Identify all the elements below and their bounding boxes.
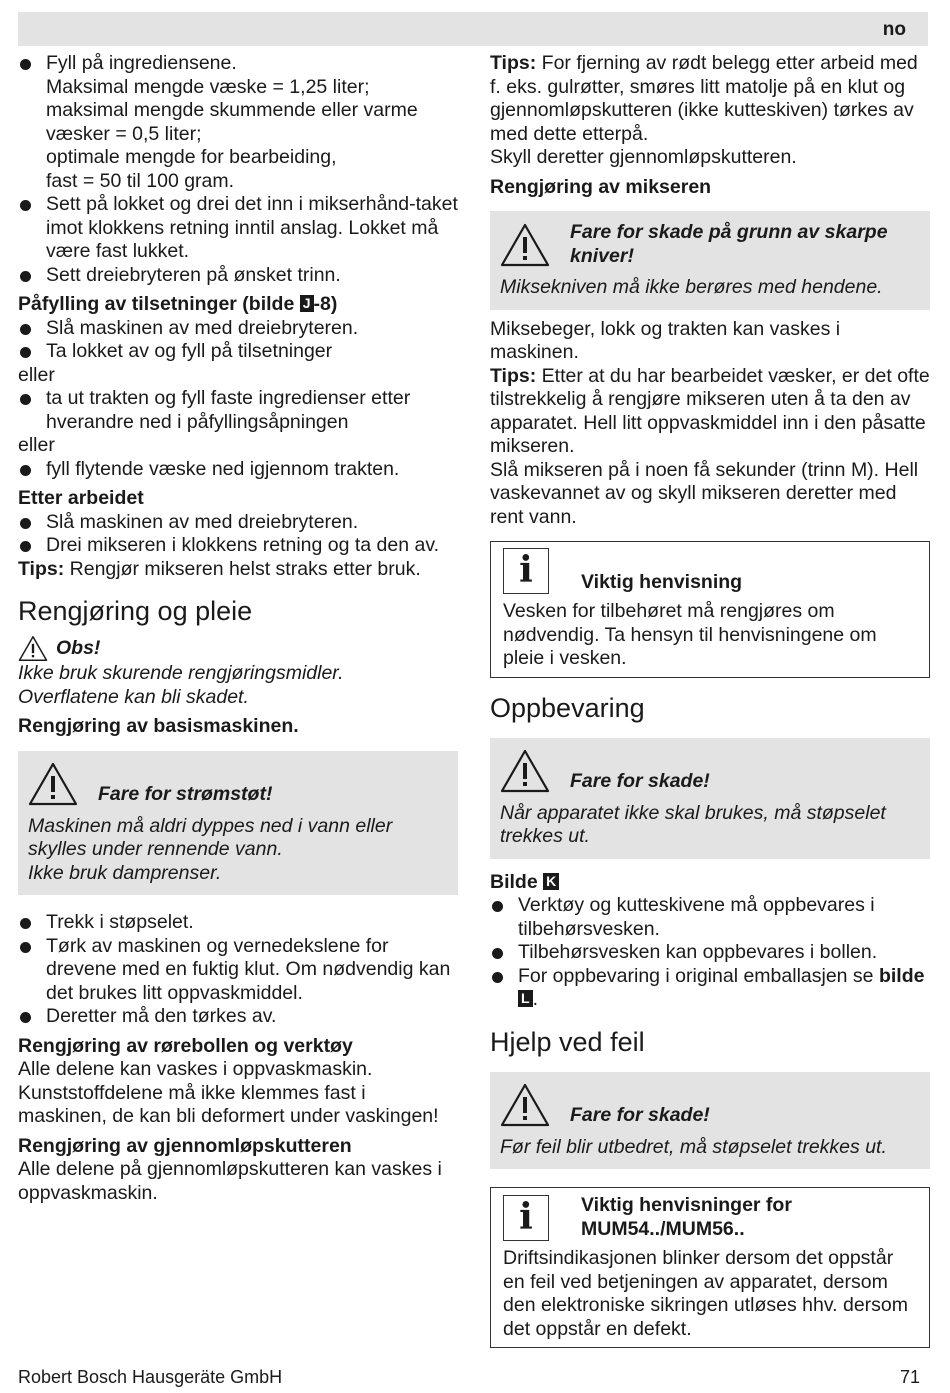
warning-triangle-icon bbox=[28, 761, 78, 807]
figure-key: J bbox=[300, 295, 314, 312]
header-bar bbox=[18, 12, 928, 46]
obs-text: Ikke bruk skurende rengjøringsmidler. bbox=[18, 662, 344, 684]
warning-body: Når apparatet ikke skal brukes, må støpselet trekkes ut. bbox=[500, 801, 886, 847]
figure-key: L bbox=[518, 990, 533, 1007]
warning-box-knife bbox=[490, 211, 930, 310]
subheading-after: Etter arbeidet bbox=[18, 487, 144, 509]
subheading-figure: Bilde K bbox=[490, 871, 930, 895]
warning-title: Fare for skade! bbox=[570, 1104, 710, 1126]
obs-notice: Obs! bbox=[18, 635, 458, 662]
list-item: fyll flytende væske ned igjennom trakten. bbox=[18, 458, 458, 482]
footer-company: Robert Bosch Hausgeräte GmbH bbox=[18, 1367, 283, 1387]
mixer-text: Miksebeger, lokk og trakten kan vaskes i maskinen. bbox=[490, 317, 841, 363]
info-title: Viktig henvisninger for MUM54../MUM56.. bbox=[581, 1194, 792, 1240]
list-item: Sett dreiebryteren på ønsket trinn. bbox=[18, 264, 458, 288]
warning-box-help bbox=[490, 1072, 930, 1170]
subheading-cutter: Rengjøring av gjennomløpskutteren bbox=[18, 1134, 352, 1157]
list-item: ta ut trakten og fyll faste ingredienser etter hverandre ned i påfyllingsåpningen bbox=[18, 387, 458, 434]
list-item: Slå maskinen av med dreiebryteren. bbox=[18, 317, 458, 341]
warning-box-storage bbox=[490, 738, 930, 859]
list-item: Tilbehørsvesken kan oppbevares i bollen. bbox=[490, 941, 930, 965]
tips-paragraph: Tips: For fjerning av rødt belegg etter arbeid med f. eks. gulrøtter, smøres litt matolje på en klut og gjennomløpskutteren (ikke kutteskiven) tørkes av med dette etterpå. bbox=[490, 52, 918, 145]
warning-triangle-icon bbox=[500, 748, 550, 794]
warning-title: Fare for strømstøt! bbox=[98, 783, 273, 805]
section-title-cleaning: Rengjøring og pleie bbox=[18, 596, 253, 626]
cutter-text: Alle delene på gjennomløpskutteren kan vaskes i oppvaskmaskin. bbox=[18, 1158, 442, 1204]
warning-body: Før feil blir utbedret, må støpselet trekkes ut. bbox=[500, 1135, 887, 1158]
obs-text: Overflatene kan bli skadet. bbox=[18, 685, 249, 708]
or-text: eller bbox=[18, 363, 55, 386]
info-body: Vesken for tilbehøret må rengjøres om nødvendig. Ta hensyn til henvisningene om pleie i vesken. bbox=[503, 600, 877, 669]
tips-paragraph: Tips: Rengjør mikseren helst straks etter bruk. bbox=[18, 557, 421, 580]
subheading-bowl: Rengjøring av rørebollen og verktøy bbox=[18, 1034, 353, 1057]
subheading-base: Rengjøring av basismaskinen. bbox=[18, 715, 299, 737]
list-item: Tørk av maskinen og vernedekslene for drevene med en fuktig klut. Om nødvendig kan det brukes litt oppvaskmiddel. bbox=[18, 935, 458, 1006]
bowl-text: Alle delene kan vaskes i oppvaskmaskin. Kunststoffdelene må ikke klemmes fast i maskinen, de kan bli deformert under vaskingen! bbox=[18, 1058, 439, 1127]
list-item: Slå maskinen av med dreiebryteren. bbox=[18, 511, 458, 535]
language-code: no bbox=[882, 19, 906, 40]
subheading-mixer: Rengjøring av mikseren bbox=[490, 175, 712, 198]
info-box-mum bbox=[490, 1187, 930, 1348]
section-title-help: Hjelp ved feil bbox=[490, 1026, 645, 1057]
list-item: Verktøy og kutteskivene må oppbevares i tilbehørsvesken. bbox=[490, 894, 930, 941]
subheading-fill: Påfylling av tilsetninger (bilde J -8) bbox=[18, 293, 338, 315]
left-column bbox=[18, 52, 458, 1205]
figure-key: K bbox=[543, 873, 559, 890]
list-item: Trekk i støpselet. bbox=[18, 911, 458, 935]
warning-body: Maskinen må aldri dyppes ned i vann eller skylles under rennende vann. bbox=[28, 814, 393, 860]
warning-box-shock bbox=[18, 751, 458, 896]
info-box-bag bbox=[490, 541, 930, 678]
tips-paragraph-2: Slå mikseren på i noen få sekunder (trinn M). Hell vaskevannet av og skyll mikseren deretter med rent vann. bbox=[490, 458, 919, 528]
warning-triangle-icon bbox=[500, 222, 550, 268]
list-item: Sett på lokket og drei det inn i mikserhånd-taket imot klokkens retning inntil anslag. Lokket må være fast lukket. bbox=[18, 193, 458, 264]
list-item: Drei mikseren i klokkens retning og ta den av. bbox=[18, 534, 458, 558]
info-body: Driftsindikasjonen blinker dersom det oppstår en feil ved betjeningen av apparatet, dersom den elektroniske sikringen utløses hhv. dersom det oppstår en defekt. bbox=[503, 1247, 908, 1340]
info-title: Viktig henvisning bbox=[581, 570, 743, 593]
page-number: 71 bbox=[899, 1367, 920, 1387]
right-column bbox=[490, 52, 930, 1348]
warning-triangle-icon bbox=[500, 1082, 550, 1128]
warning-title: Fare for skade! bbox=[570, 770, 710, 792]
tips-paragraph: Tips: Etter at du har bearbeidet væsker, er det ofte tilstrekkelig å rengjøre mikseren uten å ta den av apparatet. Hell litt oppvaskmiddel inn i den påsatte mikseren. bbox=[490, 364, 930, 457]
warning-triangle-icon bbox=[18, 635, 48, 662]
warning-body: Ikke bruk damprenser. bbox=[28, 861, 222, 884]
list-item: Ta lokket av og fyll på tilsetninger bbox=[18, 340, 458, 364]
rinse-text: Skyll deretter gjennomløpskutteren. bbox=[490, 146, 797, 168]
info-icon: i bbox=[503, 1195, 549, 1241]
list-item: Fyll på ingrediensene. Maksimal mengde væske = 1,25 liter; maksimal mengde skummende eller varme væsker = 0,5 liter; optimale mengde for bearbeiding, fast = 50 til 100 gram. bbox=[18, 52, 458, 193]
info-icon: i bbox=[503, 548, 549, 594]
or-text: eller bbox=[18, 434, 55, 456]
list-item: For oppbevaring i original emballasjen se bilde L . bbox=[490, 965, 930, 1012]
warning-body: Miksekniven må ikke berøres med hendene. bbox=[500, 276, 883, 298]
list-item: Deretter må den tørkes av. bbox=[18, 1005, 458, 1029]
section-title-storage: Oppbevaring bbox=[490, 692, 645, 723]
warning-title: Fare for skade på grunn av skarpe kniver! bbox=[570, 221, 888, 267]
